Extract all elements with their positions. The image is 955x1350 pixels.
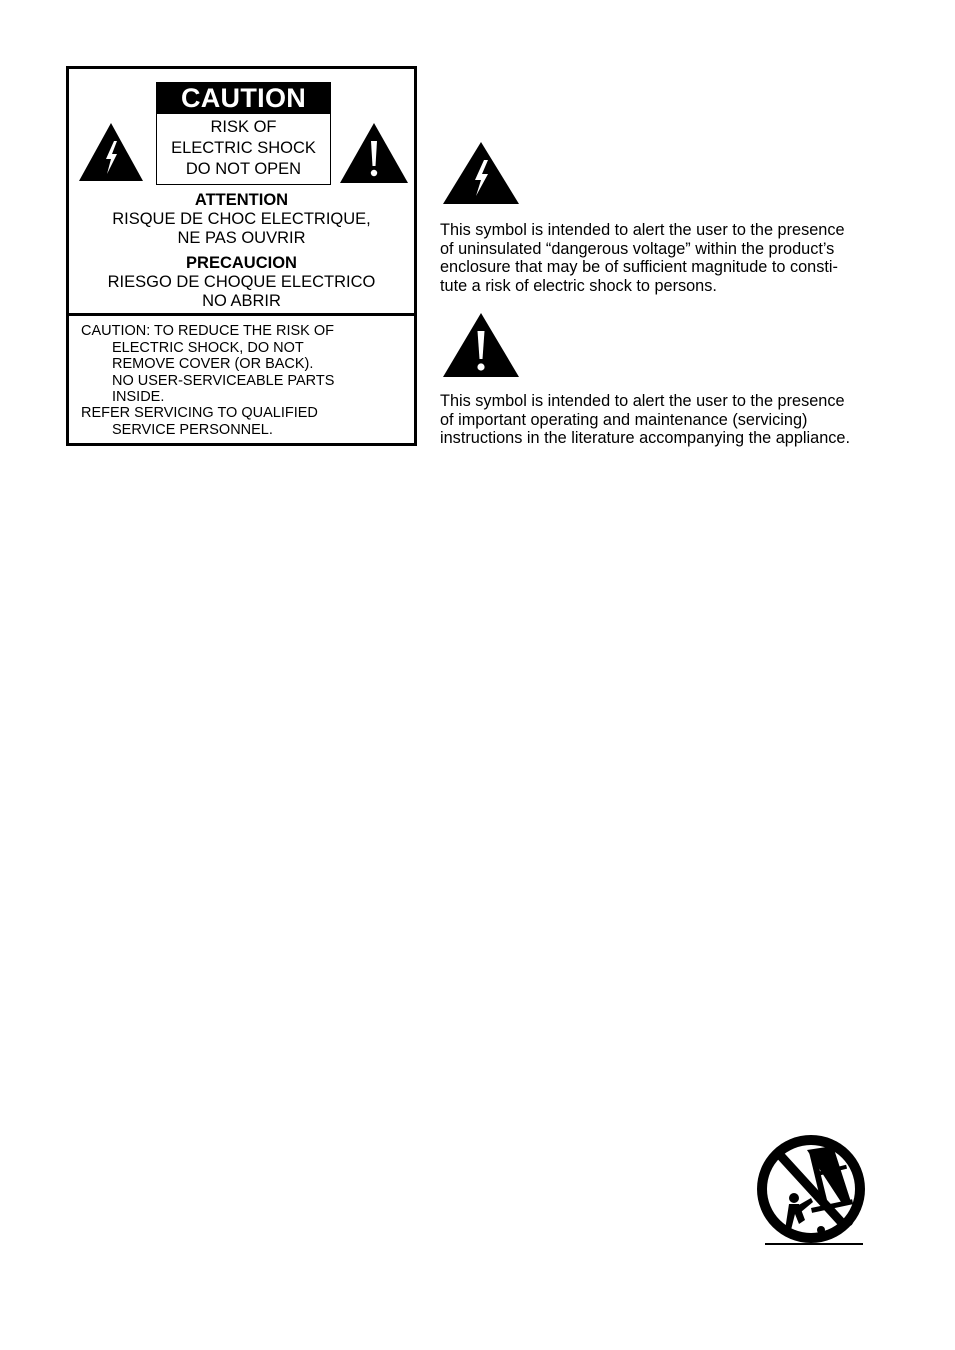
description-line: tute a risk of electric shock to persons.	[440, 276, 717, 295]
risk-line: DO NOT OPEN	[185, 160, 302, 178]
instruction-line: REFER SERVICING TO QUALIFIED	[81, 405, 318, 421]
description-line: of important operating and maintenance (servicing)	[440, 410, 808, 429]
caution-header-panel	[156, 82, 331, 185]
instruction-line: NO USER-SERVICEABLE PARTS	[112, 373, 335, 389]
lightning-warning-icon	[77, 121, 145, 183]
precaucion-line: NO ABRIR	[202, 292, 281, 310]
lightning-warning-icon	[441, 140, 521, 206]
instruction-line: ELECTRIC SHOCK, DO NOT	[112, 340, 304, 356]
instruction-line: SERVICE PERSONNEL.	[112, 422, 273, 438]
cart-tipover-warning-icon	[751, 1132, 875, 1250]
caution-title: CAUTION	[157, 83, 330, 114]
caution-label	[66, 66, 417, 446]
attention-line: RISQUE DE CHOC ELECTRIQUE,	[112, 210, 371, 228]
attention-line: NE PAS OUVRIR	[177, 229, 306, 247]
precaucion-line: RIESGO DE CHOQUE ELECTRICO	[107, 273, 376, 291]
attention-heading: ATTENTION	[194, 191, 289, 209]
lightning-symbol-description	[440, 221, 845, 295]
description-line: This symbol is intended to alert the user to the presence	[440, 392, 845, 410]
caution-label-multilingual-section	[69, 69, 414, 316]
risk-line: ELECTRIC SHOCK	[171, 139, 316, 157]
exclamation-symbol-description	[440, 392, 850, 448]
instruction-line: INSIDE.	[112, 389, 165, 405]
risk-line: RISK OF	[210, 118, 277, 136]
description-line: instructions in the literature accompanying the appliance.	[440, 429, 850, 448]
instruction-line: CAUTION: TO REDUCE THE RISK OF	[81, 323, 334, 339]
exclamation-warning-icon	[338, 121, 410, 185]
description-line: This symbol is intended to alert the user to the presence	[440, 221, 845, 239]
exclamation-warning-icon	[441, 311, 521, 379]
precaucion-heading: PRECAUCION	[186, 254, 297, 272]
description-line: of uninsulated “dangerous voltage” within the product’s	[440, 239, 835, 258]
description-line: enclosure that may be of sufficient magnitude to consti-	[440, 258, 838, 277]
instruction-line: REMOVE COVER (OR BACK).	[112, 356, 314, 372]
